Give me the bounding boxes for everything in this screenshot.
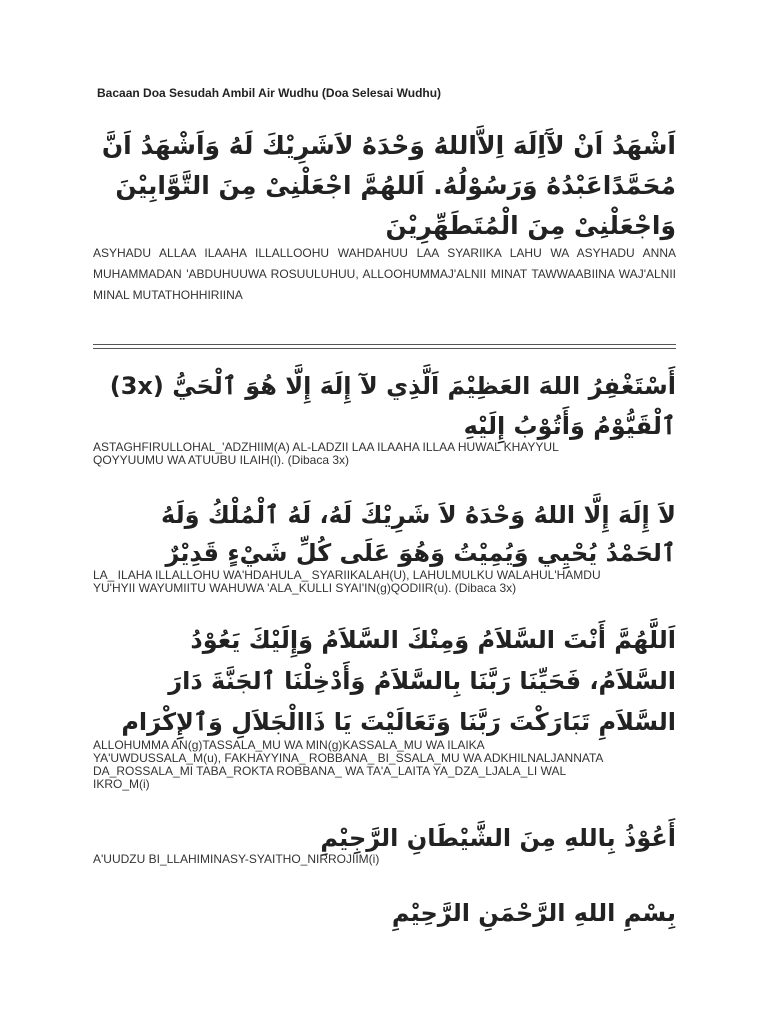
arabic-text-tahlil — [93, 496, 676, 572]
latin-transliteration-tahlil: LA_ ILAHA ILLALLOHU WA'HDAHULA_ SYARIIKALAH(U), LAHULMULKU WALAHUL'HAMDU YU'HYII WAYUMIITU WAHUWA 'ALA_KULLI SYAI'IN(g)QODIIR(u). (Dibaca 3x) — [93, 568, 601, 595]
latin-transliteration-doa-wudhu: ASYHADU ALLAA ILAAHA ILLALLOOHU WAHDAHUU LAA SYARIIKA LAHU WA ASYHADU ANNA MUHAMMADAN 'ABDUHUUWA ROSUULUHUU, ALLOOHUMMAJ'ALNII MINAT TAWWAABIINA WAJ'ALNII MINAL MUTATHOHHIRIINA — [93, 246, 676, 302]
arabic-line: السَّلاَمُ، فَحَيِّنَا رَبَّنَا بِالسَّلاَمُ وَأَدْخِلْنَا ٱلجَنَّةَ دَارَ — [168, 667, 676, 695]
latin-transliteration-allahumma-antas-salam: ALLOHUMMA AN(g)TASSALA_MU WA MIN(g)KASSALA_MU WA ILAIKA YA'UWDUSSALA_M(u), FAKHAYYINA_ ROBBANA_ BI_SSALA_MU WA ADKHILNALJANNATA DA_ROSSALA_MI TABA_ROKTA ROBBANA_ WA TA'A_LAITA YA_DZA_LJALA_LI WAL IKRO_M(i) — [93, 738, 604, 791]
arabic-line — [93, 366, 676, 406]
latin-transliteration-istighfar: ASTAGHFIRULLOHAL_'ADZHIIM(A) AL-LADZII LAA ILAAHA ILLAA HUWAL KHAYYUL QOYYUUMU WA ATUUBU ILAIH(I). (Dibaca 3x) — [93, 440, 559, 467]
latin-transliteration-taawudz: A'UUDZU BI_LLAHIMINASY-SYAITHO_NIRROJIIM(i) — [93, 852, 380, 866]
repeat-count-label: (3x) — [109, 372, 164, 400]
arabic-line: اَشْهَدُ اَنْ لآَاِلَهَ اِلاَّاللهُ وَحْدَهُ لاَشَرِيْكَ لَهُ وَاَشْهَدُ اَنَّ — [101, 131, 676, 160]
section-divider — [93, 344, 676, 349]
arabic-line: ٱلْقَيُّوْمُ وَأَتُوْبُ إِلَيْهِ — [463, 412, 676, 440]
arabic-line: أَعُوْذُ بِاللهِ مِنَ الشَّيْطَانِ الرَّجِيْمِ — [320, 824, 676, 852]
document-title: Bacaan Doa Sesudah Ambil Air Wudhu (Doa Selesai Wudhu) — [97, 86, 442, 100]
arabic-line: اَللَّهُمَّ أَنْتَ السَّلاَمُ وَمِنْكَ السَّلاَمُ وَإِلَيْكَ يَعُوْدُ — [190, 626, 676, 654]
arabic-text-basmalah — [93, 893, 676, 933]
document-page — [93, 0, 676, 1024]
arabic-text-istighfar — [93, 366, 676, 446]
arabic-text-taawudz — [93, 820, 676, 856]
arabic-line: بِسْمِ اللهِ الرَّحْمَنِ الرَّحِيْمِ — [391, 899, 676, 927]
arabic-text-doa-wudhu — [93, 126, 676, 246]
arabic-line: السَّلاَمِ تَبَارَكْتَ رَبَّنَا وَتَعَالَيْتَ يَا ذَاالْجَلاَلِ وَٱلإِكْرَام — [121, 708, 676, 736]
arabic-line: لاَ إِلَهَ إِلَّا اللهُ وَحْدَهُ لاَ شَرِيْكَ لَهُ، لَهُ ٱلْمُلْكُ وَلَهُ — [161, 501, 676, 529]
arabic-line: مُحَمَّدًاعَبْدُهُ وَرَسُوْلُهُ. اَللهُمَّ اجْعَلْنِىْ مِنَ التَّوَّابِيْنَ — [115, 171, 676, 200]
arabic-line: وَاجْعَلْنِىْ مِنَ الْمُتَطَهِّرِيْنَ — [385, 211, 676, 240]
arabic-line-text: أَسْتَغْفِرُ اللهَ العَظِيْمَ اَلَّذِي لآ إِلَهَ إِلَّا هُوَ ٱلْحَيُّ — [172, 372, 676, 400]
arabic-line: ٱلحَمْدُ يُحْيِي وَيُمِيْتُ وَهُوَ عَلَى كُلِّ شَيْءٍ قَدِيْرٌ — [165, 539, 676, 567]
arabic-text-allahumma-antas-salam — [93, 620, 676, 743]
